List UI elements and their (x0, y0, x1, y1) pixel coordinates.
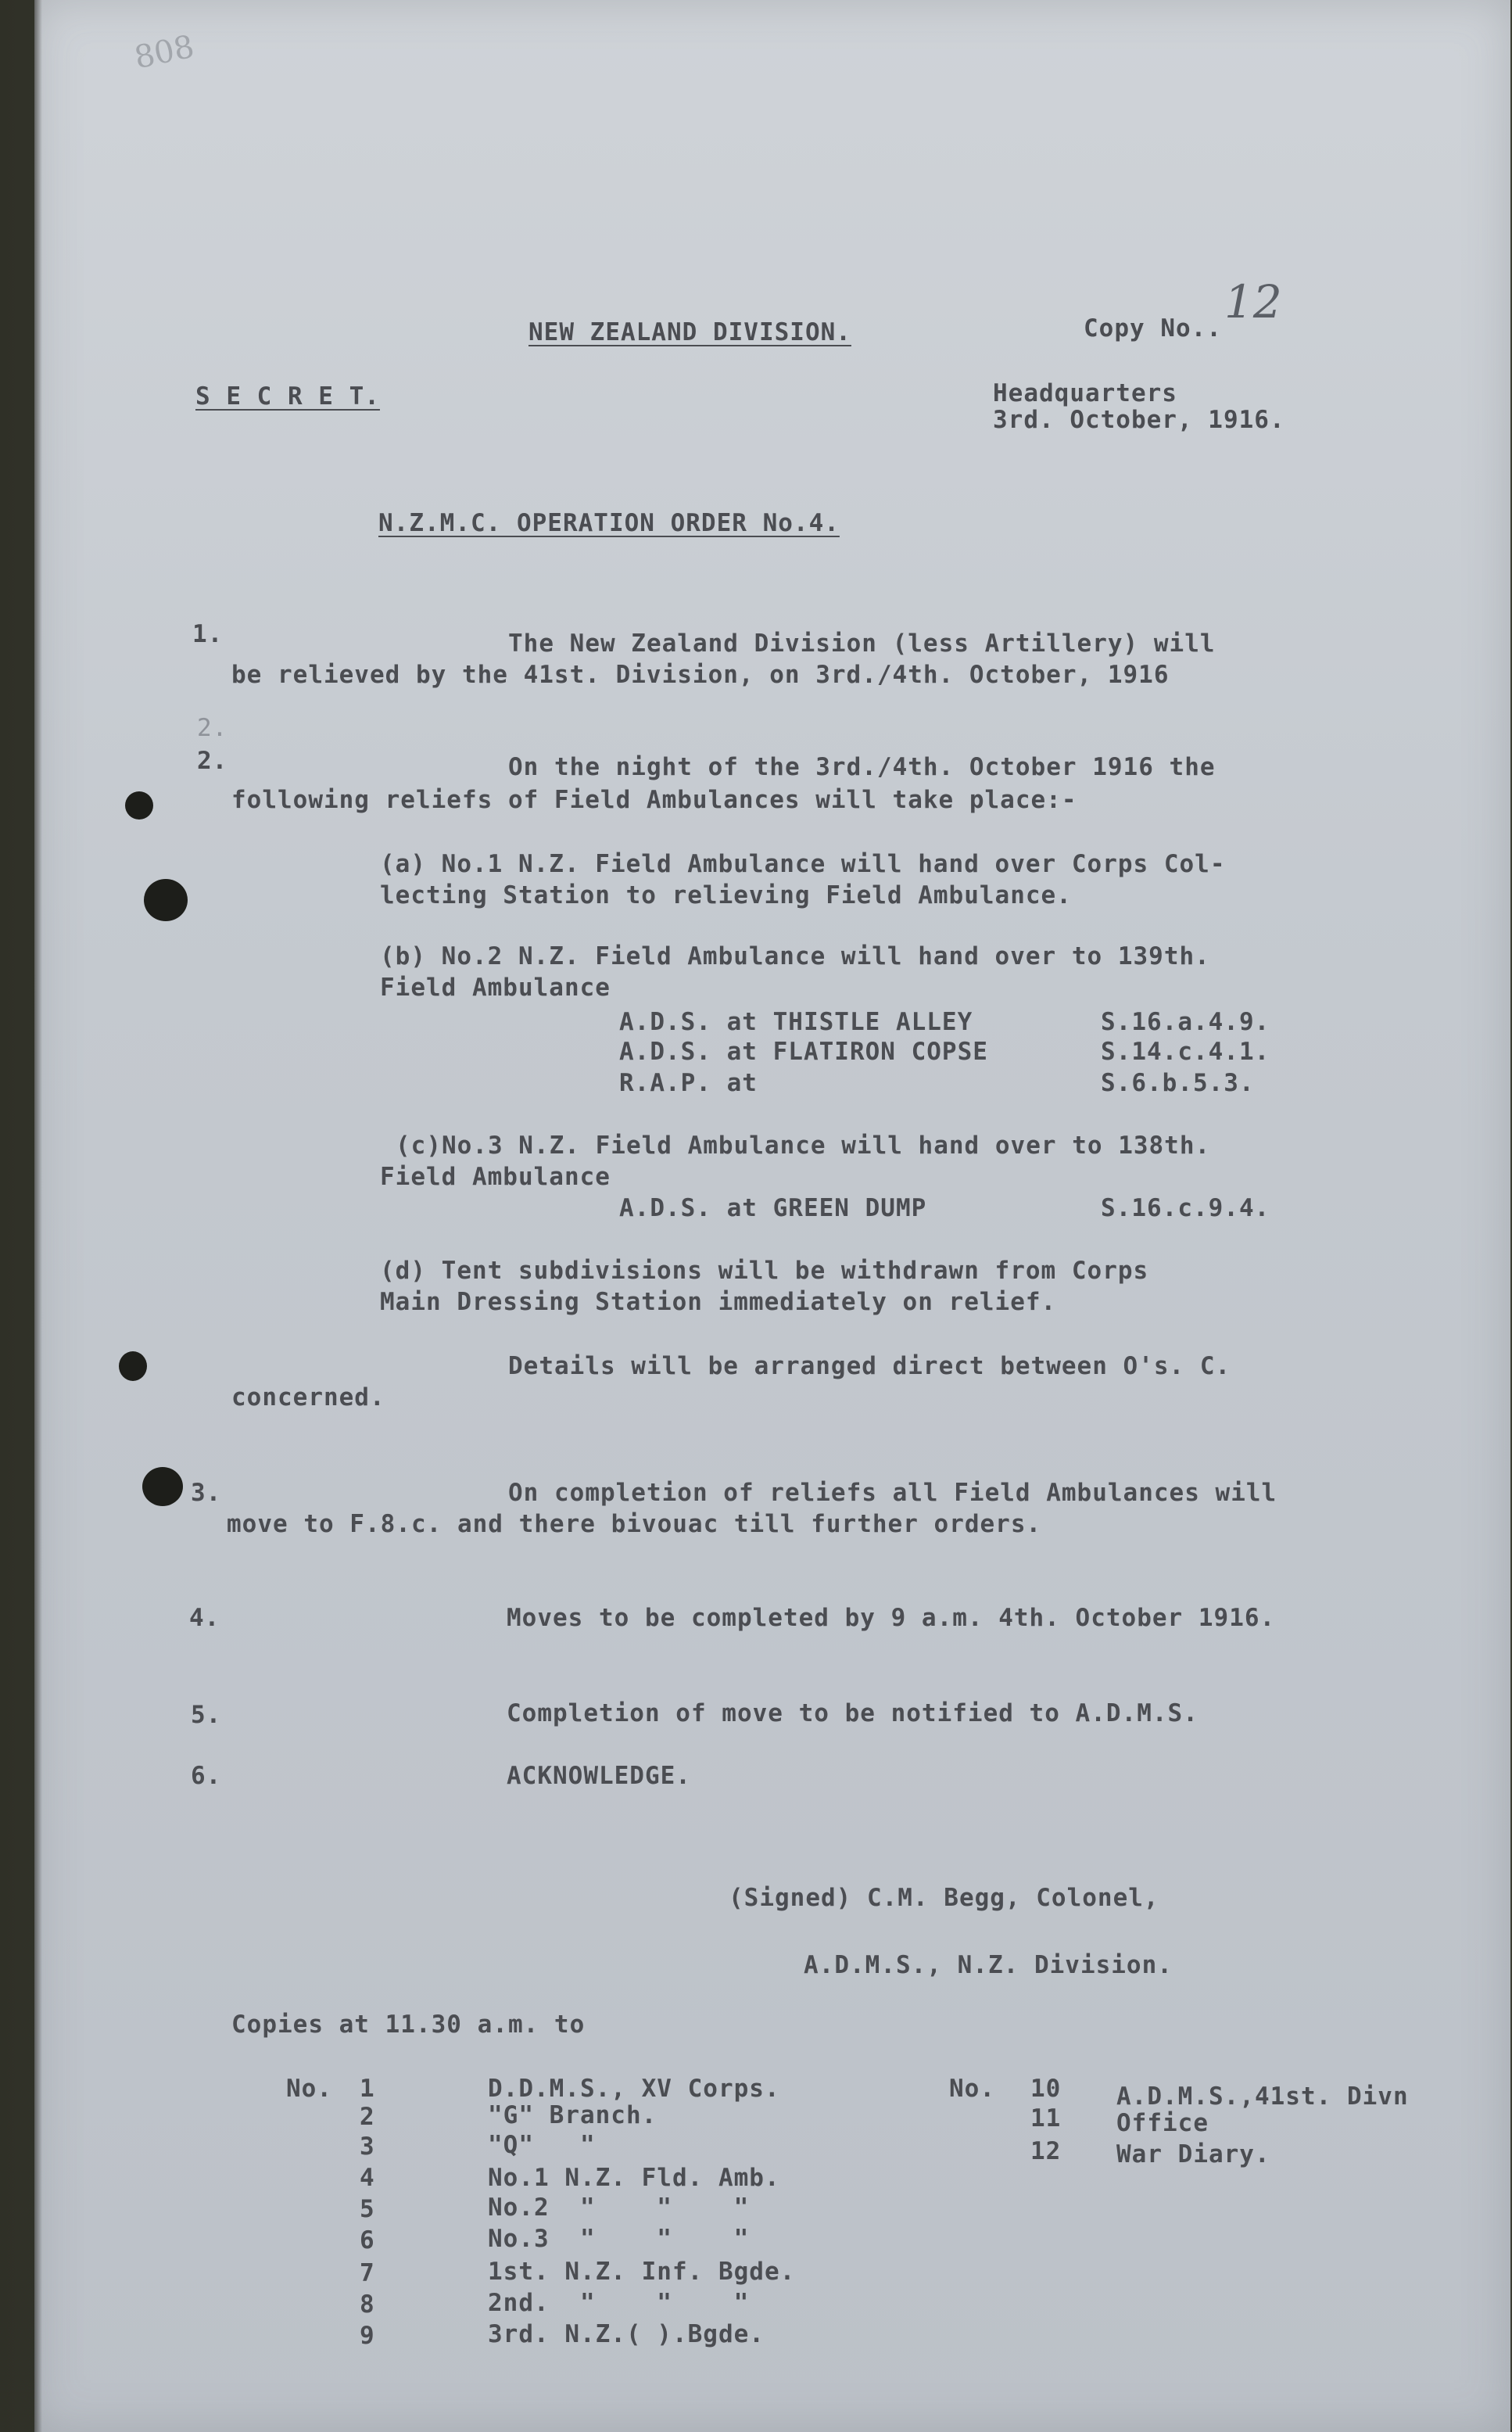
details-line-1: Details will be arranged direct between O's. C. (508, 1352, 1231, 1380)
para-5-number: 5. (191, 1701, 222, 1729)
para-1-line-2: be relieved by the 41st. Division, on 3rd./4th. October, 1916 (231, 661, 1170, 689)
copy-3-number: 3 (360, 2132, 375, 2161)
copy-5-recipient: No.2 " " " (488, 2193, 750, 2222)
copy-8-number: 8 (360, 2290, 375, 2319)
para-2-line-2: following reliefs of Field Ambulances will take place:- (231, 786, 1077, 814)
punch-hole-1 (125, 791, 153, 820)
archive-mark: 808 (131, 28, 198, 77)
item-b-post-3: R.A.P. at (619, 1069, 758, 1097)
item-c-post: A.D.S. at GREEN DUMP (619, 1194, 927, 1222)
copy-7-recipient: 1st. N.Z. Inf. Bgde. (488, 2258, 796, 2286)
copy-7-number: 7 (360, 2259, 375, 2287)
copy-number: 12 (1224, 275, 1282, 328)
copy-5-number: 5 (360, 2195, 375, 2223)
signature-line-1: (Signed) C.M. Begg, Colonel, (729, 1884, 1159, 1912)
details-line-2: concerned. (231, 1383, 385, 1411)
punch-hole-3 (119, 1351, 147, 1381)
copy-9-recipient: 3rd. N.Z.( ).Bgde. (488, 2320, 765, 2348)
copy-1-recipient: D.D.M.S., XV Corps. (488, 2075, 780, 2103)
item-a-line-2: lecting Station to relieving Field Ambulance. (380, 881, 1072, 909)
para-1-number: 1. (192, 620, 224, 648)
page-edge-shadow (34, 0, 42, 2432)
copy-9-number: 9 (360, 2322, 375, 2350)
copy-2-number: 2 (360, 2103, 375, 2131)
headquarters-label: Headquarters (993, 379, 1177, 407)
copy-12-number: 12 (1030, 2137, 1062, 2165)
item-b-line-1: (b) No.2 N.Z. Field Ambulance will hand over to 139th. (380, 942, 1210, 970)
para-2-line-1: On the night of the 3rd./4th. October 1916 the (508, 753, 1216, 781)
para-4-number: 4. (189, 1604, 220, 1632)
copy-10-number: 10 (1030, 2075, 1062, 2103)
order-date: 3rd. October, 1916. (993, 406, 1285, 434)
copy-6-recipient: No.3 " " " (488, 2225, 750, 2253)
copy-2-recipient: "G" Branch. (488, 2101, 657, 2129)
para-2-number: 2. (197, 747, 228, 775)
copy-12-recipient: War Diary. (1116, 2140, 1270, 2168)
division-heading: NEW ZEALAND DIVISION. (528, 318, 851, 346)
item-b-ref-2: S.14.c.4.1. (1101, 1038, 1270, 1066)
item-c-line-2: Field Ambulance (380, 1163, 611, 1191)
item-c-ref: S.16.c.9.4. (1101, 1194, 1270, 1222)
copy-3-recipient: "Q" " (488, 2131, 596, 2159)
item-d-line-2: Main Dressing Station immediately on relief. (380, 1288, 1057, 1316)
para-3-number: 3. (191, 1479, 222, 1507)
order-title: N.Z.M.C. OPERATION ORDER No.4. (378, 509, 840, 537)
signature-line-2: A.D.M.S., N.Z. Division. (804, 1951, 1173, 1979)
item-b-post-1: A.D.S. at THISTLE ALLEY (619, 1008, 973, 1036)
item-b-post-2: A.D.S. at FLATIRON COPSE (619, 1038, 988, 1066)
item-b-ref-1: S.16.a.4.9. (1101, 1008, 1270, 1036)
para-5-text: Completion of move to be notified to A.D.M.S. (507, 1699, 1198, 1727)
item-b-line-2: Field Ambulance (380, 974, 611, 1002)
para-3-line-2: move to F.8.c. and there bivouac till further orders. (227, 1510, 1042, 1538)
punch-hole-4 (142, 1467, 183, 1506)
para-4-text: Moves to be completed by 9 a.m. 4th. October 1916. (507, 1604, 1276, 1632)
item-b-ref-3: S.6.b.5.3. (1101, 1069, 1255, 1097)
copy-6-number: 6 (360, 2226, 375, 2254)
copy-11-recipient: Office (1116, 2109, 1209, 2137)
item-a-line-1: (a) No.1 N.Z. Field Ambulance will hand over Corps Col- (380, 850, 1226, 878)
copy-8-recipient: 2nd. " " " (488, 2289, 750, 2317)
para-3-line-1: On completion of reliefs all Field Ambulances will (508, 1479, 1277, 1507)
copy-4-number: 4 (360, 2164, 375, 2192)
copy-1-number: 1 (360, 2075, 375, 2103)
item-d-line-1: (d) Tent subdivisions will be withdrawn from Corps (380, 1257, 1149, 1285)
copy-11-number: 11 (1030, 2104, 1062, 2132)
secret-label: S E C R E T. (195, 382, 380, 411)
punch-hole-2 (144, 879, 188, 921)
para-2-stray-number: 2. (197, 714, 228, 742)
para-6-text: ACKNOWLEDGE. (507, 1762, 691, 1790)
distribution-no-label-left: No. (286, 2075, 332, 2103)
copy-10-recipient: A.D.M.S.,41st. Divn (1116, 2082, 1409, 2111)
copy-4-recipient: No.1 N.Z. Fld. Amb. (488, 2164, 780, 2192)
para-1-line-1: The New Zealand Division (less Artillery) will (508, 630, 1216, 658)
para-6-number: 6. (191, 1762, 222, 1790)
distribution-no-label-right: No. (949, 2075, 995, 2103)
copy-label: Copy No.. (1084, 314, 1222, 343)
distribution-heading: Copies at 11.30 a.m. to (231, 2011, 586, 2039)
item-c-line-1: (c)No.3 N.Z. Field Ambulance will hand over to 138th. (396, 1132, 1211, 1160)
